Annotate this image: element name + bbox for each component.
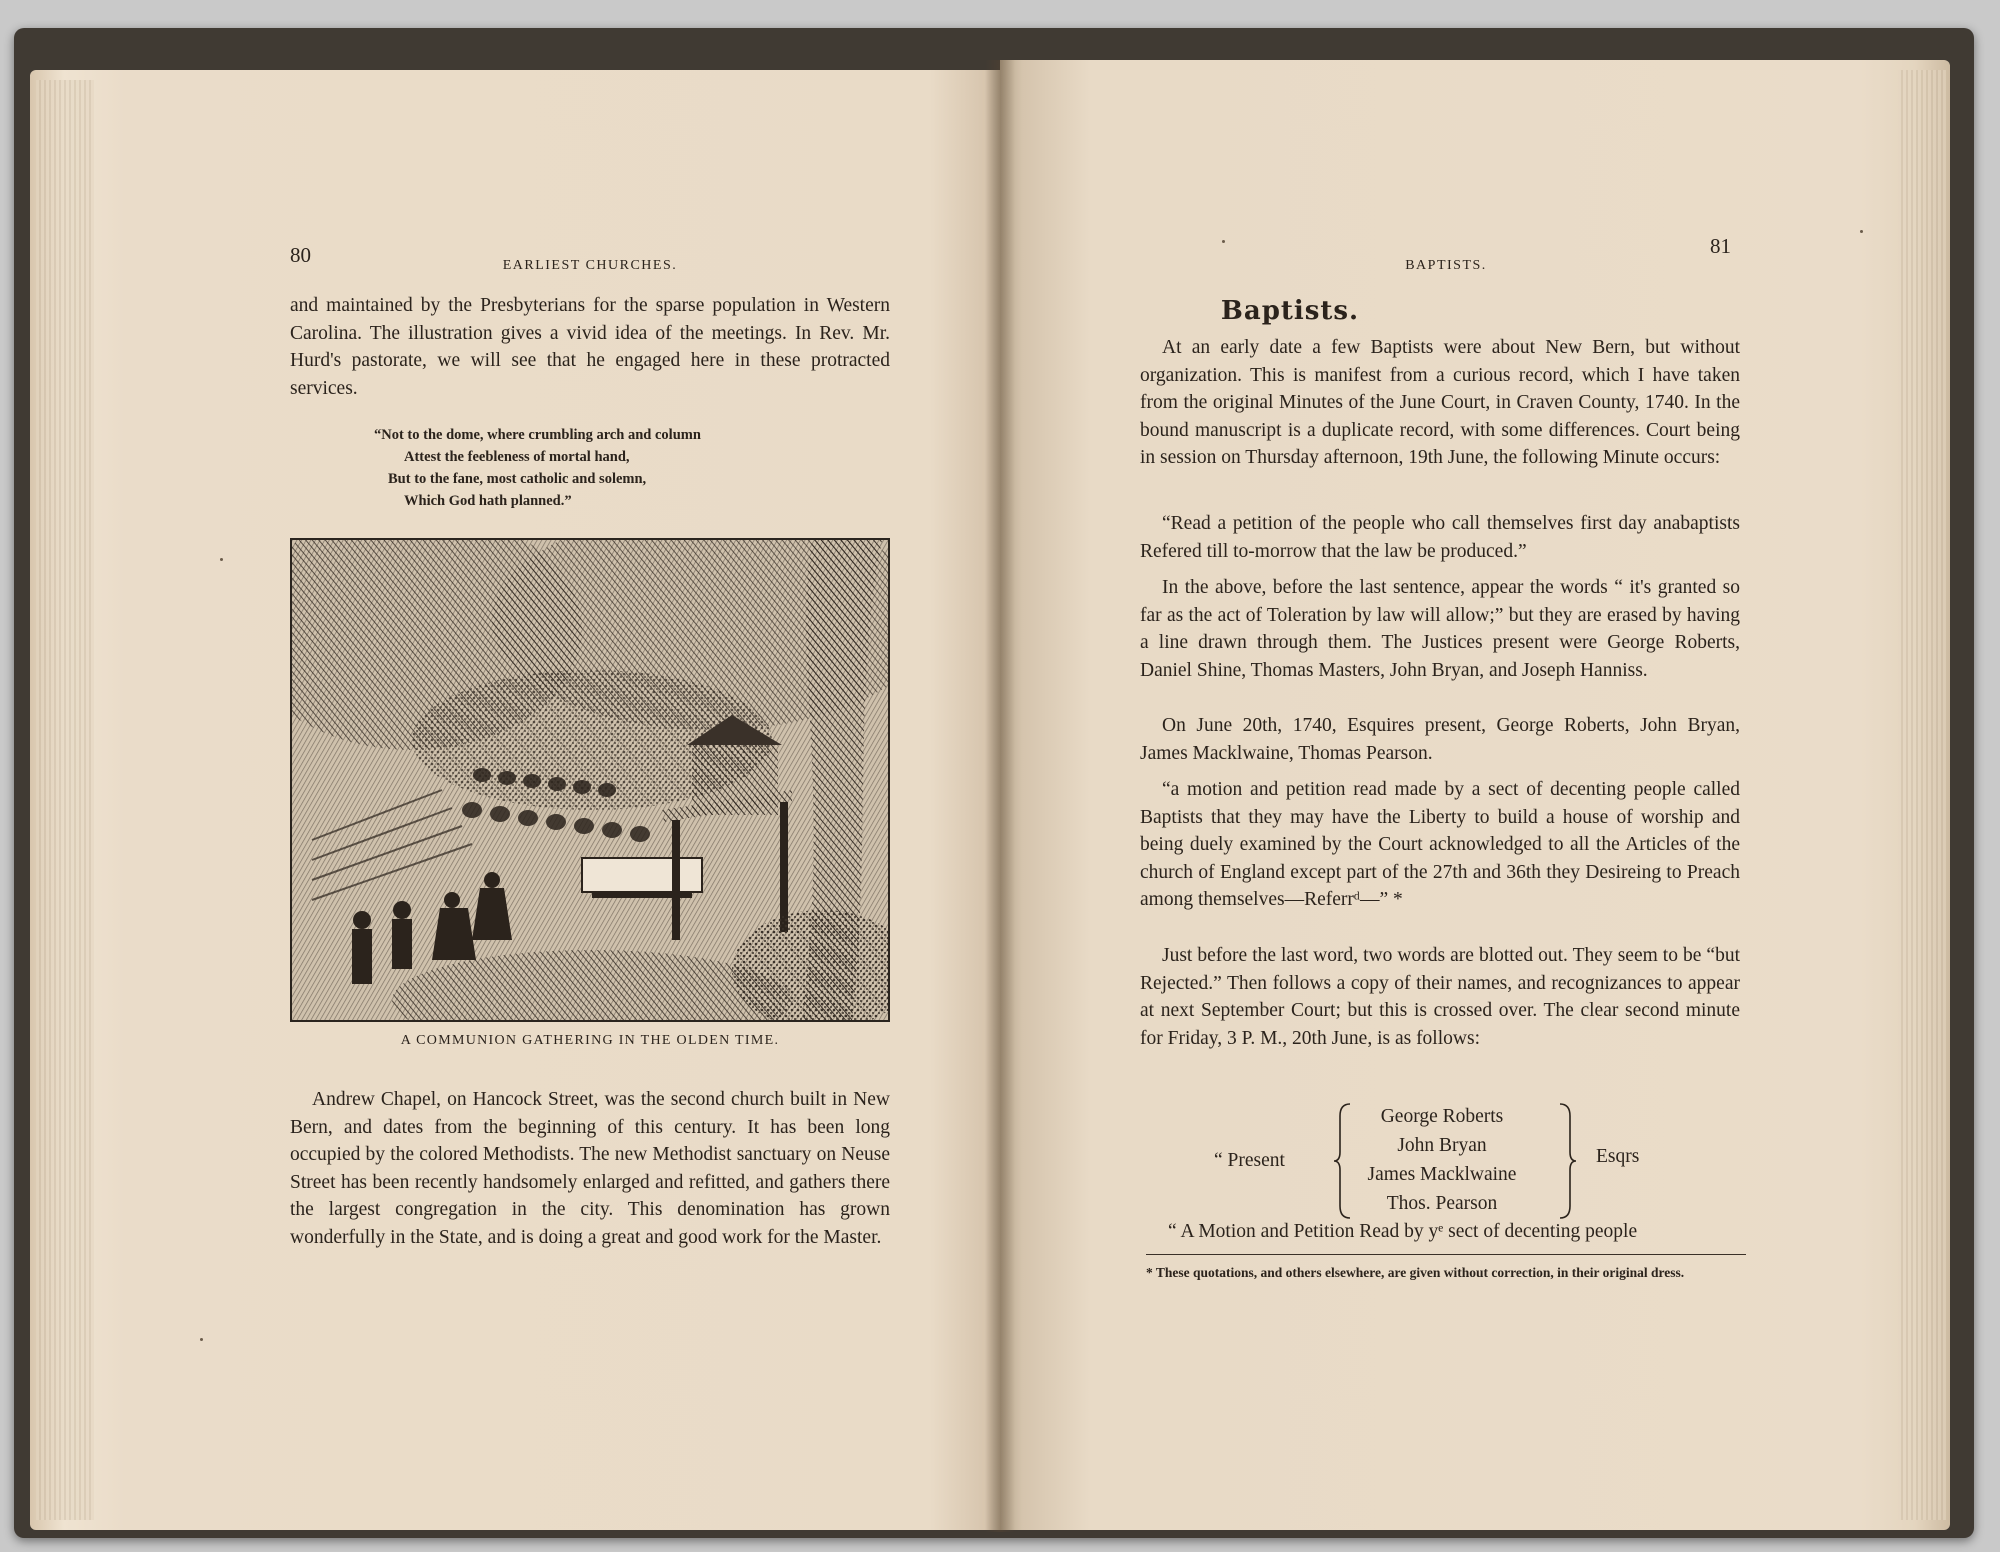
left-running-head [290, 250, 890, 275]
paper-speck [1860, 230, 1863, 233]
book-gutter [985, 60, 1015, 1532]
esqrs-label: Esqrs [1596, 1146, 1640, 1167]
justices-present-list [1140, 1102, 1680, 1220]
present-name: James Macklwaine [1367, 1164, 1517, 1185]
poem-quotation [370, 424, 701, 512]
paper-speck [220, 558, 223, 561]
present-name: Thos. Pearson [1386, 1193, 1498, 1214]
right-paragraph-5: “a motion and petition read made by a sect of decenting people called Baptists that they may have the Liberty to build a house of worship and being duely examined by the Court acknowledged to all the Articles of the church of England except part of the 27th and 36th they Desireing to Preach among themselves—Referrᵈ—” * [1140, 779, 1740, 910]
paper-speck [200, 1338, 203, 1341]
poem-line: “Not to the dome, where crumbling arch and column [374, 427, 701, 443]
right-paragraph-1: At an early date a few Baptists were about New Bern, but without organization. This is manifest from a curious record, which I have taken from the original Minutes of the June Court, in Craven County, 1740. In the bound manuscript is a duplicate record, with some differences. Court being in session on Thursday afternoon, 19th June, the following Minute occurs: [1140, 337, 1740, 468]
poem-line: Which God hath planned.” [404, 493, 572, 509]
left-page-edges [36, 80, 94, 1520]
right-paragraph-2: “Read a petition of the people who call themselves first day anabaptists Refered till to-morrow that the law be produced.” [1140, 513, 1740, 562]
present-names [1352, 1102, 1532, 1218]
left-paragraph-1: and maintained by the Presbyterians for the sparse population in Western Carolina. The illustration gives a vivid idea of the meetings. In Rev. Mr. Hurd's pastorate, we will see that he engaged here in these protracted services. [290, 295, 890, 399]
section-heading: Baptists. [1220, 296, 1360, 326]
right-paragraph-3: In the above, before the last sentence, appear the words “ it's granted so far as the act of Toleration by law will allow;” but they are erased by having a line drawn through them. The Justices present were George Roberts, Daniel Shine, Thomas Masters, John Bryan, and Joseph Hanniss. [1140, 577, 1740, 681]
present-name: John Bryan [1397, 1135, 1487, 1156]
right-running-head-text: BAPTISTS. [1405, 258, 1487, 273]
right-paragraph-6: Just before the last word, two words are blotted out. They seem to be “but Rejected.” Then follows a copy of their names, and recognizances to appear at next September Court; but this is crossed over. The clear second minute for Friday, 3 P. M., 20th June, is as follows: [1140, 945, 1740, 1049]
right-final-line: “ A Motion and Petition Read by yᵉ sect of decenting people [1168, 1221, 1638, 1242]
right-brace-icon [1558, 1102, 1578, 1220]
right-paragraph-4: On June 20th, 1740, Esquires present, George Roberts, John Bryan, James Macklwaine, Thomas Pearson. [1140, 715, 1740, 764]
poem-line: Attest the feebleness of mortal hand, [404, 449, 630, 465]
present-label: “ Present [1214, 1150, 1285, 1171]
right-running-head [1146, 250, 1746, 275]
paper-speck [1222, 240, 1225, 243]
right-page-number: 81 [1710, 234, 1731, 258]
illustration-caption: A COMMUNION GATHERING IN THE OLDEN TIME. [400, 1033, 780, 1048]
left-paragraph-2: Andrew Chapel, on Hancock Street, was the second church built in New Bern, and dates from the beginning of this century. It has been long occupied by the colored Methodists. The new Methodist sanctuary on Neuse Street has been recently handsomely enlarged and refitted, and gathers there the largest congregation in the city. This denomination has grown wonderfully in the State, and is doing a great and good work for the Master. [290, 1089, 890, 1248]
right-page-edges [1898, 70, 1946, 1520]
left-running-head-text: EARLIEST CHURCHES. [502, 258, 678, 273]
communion-gathering-illustration [290, 538, 890, 1022]
poem-line: But to the fane, most catholic and solemn, [388, 471, 647, 487]
present-name: George Roberts [1380, 1106, 1504, 1127]
footnote: * These quotations, and others elsewhere, are given without correction, in their original dress. [1146, 1265, 1685, 1280]
footnote-rule [1146, 1254, 1746, 1255]
left-page-number: 80 [290, 243, 311, 267]
left-brace-icon [1332, 1102, 1352, 1220]
